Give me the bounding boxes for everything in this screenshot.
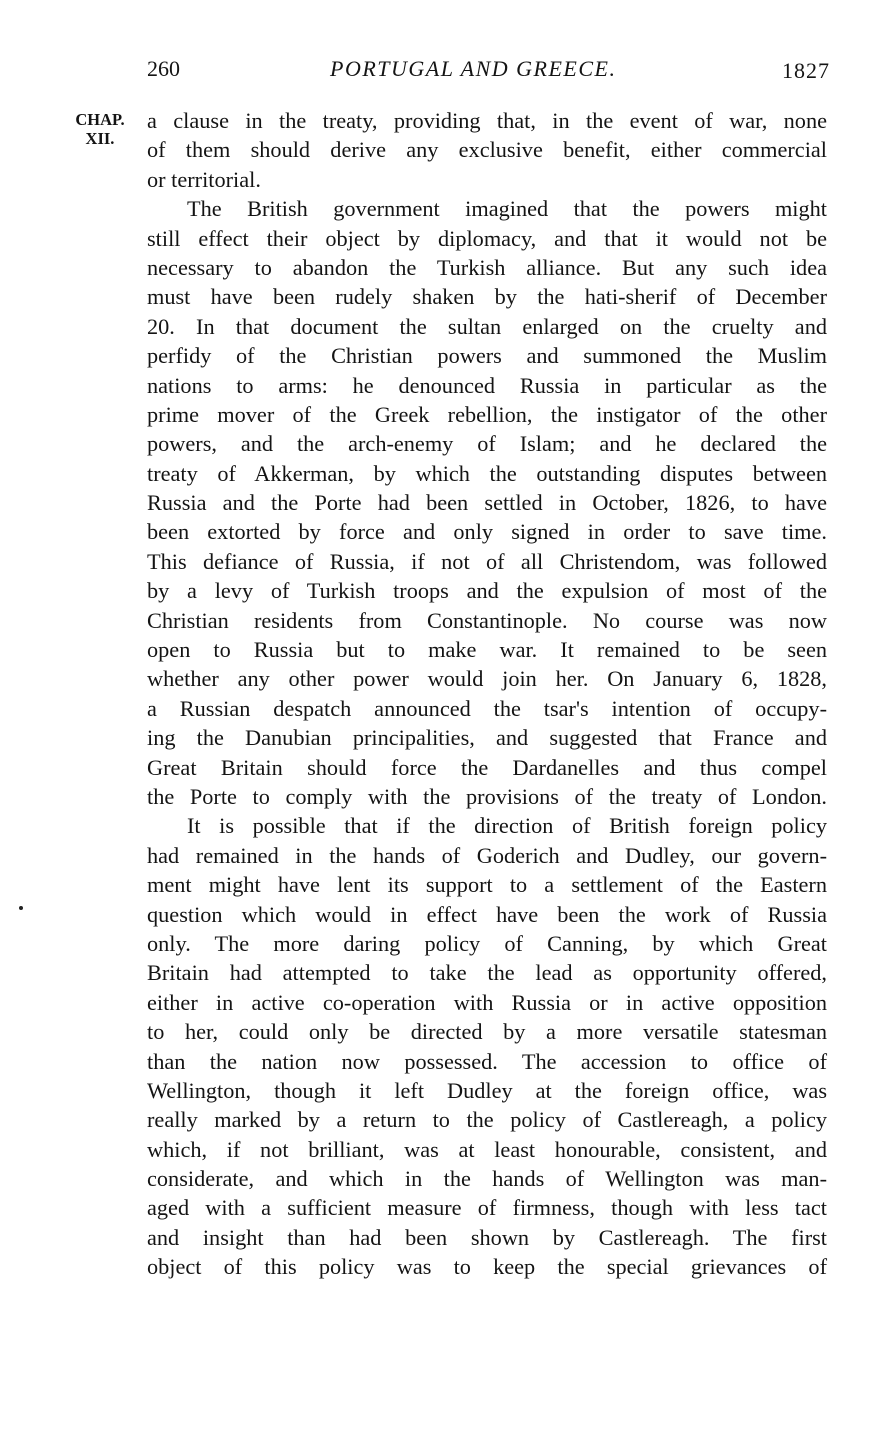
- text-line: treaty of Akkerman, by which the outstanding disputes between: [147, 460, 827, 486]
- chapter-label: CHAP.: [75, 110, 125, 129]
- text-line: question which would in effect have been the work of Russia: [147, 901, 827, 927]
- text-line: by a levy of Turkish troops and the expulsion of most of the: [147, 578, 827, 604]
- chapter-marker: [64, 110, 136, 148]
- text-line: to her, could only be directed by a more versatile statesman: [147, 1019, 827, 1045]
- text-line: ment might have lent its support to a settlement of the Eastern: [147, 872, 827, 898]
- page-number: 260: [147, 56, 180, 81]
- running-year: 1827: [782, 58, 830, 83]
- text-line: ing the Danubian principalities, and suggested that France and: [147, 725, 827, 751]
- text-line: a Russian despatch announced the tsar's intention of occupy-: [147, 695, 827, 721]
- text-line: still effect their object by diplomacy, and that it would not be: [147, 225, 827, 251]
- text-line: This defiance of Russia, if not of all Christendom, was followed: [147, 548, 827, 574]
- text-line: been extorted by force and only signed in order to save time.: [147, 519, 827, 545]
- text-line: aged with a sufficient measure of firmness, though with less tact: [147, 1195, 827, 1221]
- text-line: necessary to abandon the Turkish alliance. But any such idea: [147, 254, 827, 280]
- text-line: and insight than had been shown by Castlereagh. The first: [147, 1224, 827, 1250]
- text-line: which, if not brilliant, was at least honourable, consistent, and: [147, 1136, 827, 1162]
- text-line: really marked by a return to the policy of Castlereagh, a policy: [147, 1107, 827, 1133]
- paragraph-first-line: It is possible that if the direction of British foreign policy: [187, 813, 827, 839]
- text-line: had remained in the hands of Goderich and Dudley, our govern-: [147, 842, 827, 868]
- text-line: Wellington, though it left Dudley at the foreign office, was: [147, 1077, 827, 1103]
- text-line: powers, and the arch-enemy of Islam; and he declared the: [147, 431, 827, 457]
- text-line: considerate, and which in the hands of Wellington was man-: [147, 1166, 827, 1192]
- text-line: than the nation now possessed. The accession to office of: [147, 1048, 827, 1074]
- margin-dot: [19, 906, 23, 910]
- text-line: either in active co-operation with Russia or in active opposition: [147, 989, 827, 1015]
- text-line: perfidy of the Christian powers and summoned the Muslim: [147, 343, 827, 369]
- text-line: of them should derive any exclusive benefit, either commercial: [147, 137, 827, 163]
- text-line: Great Britain should force the Dardanelles and thus compel: [147, 754, 827, 780]
- running-head: [0, 56, 893, 90]
- text-line: only. The more daring policy of Canning, by which Great: [147, 930, 827, 956]
- text-line: Christian residents from Constantinople. No course was now: [147, 607, 827, 633]
- chapter-number: XII.: [85, 129, 115, 148]
- text-line: Russia and the Porte had been settled in October, 1826, to have: [147, 490, 827, 516]
- text-line: Britain had attempted to take the lead as opportunity offered,: [147, 960, 827, 986]
- text-line: a clause in the treaty, providing that, in the event of war, none: [147, 108, 827, 133]
- text-line: must have been rudely shaken by the hati-sherif of December: [147, 284, 827, 310]
- running-title: PORTUGAL AND GREECE.: [330, 56, 617, 81]
- paragraph-end-line: the Porte to comply with the provisions of the treaty of London.: [147, 783, 827, 809]
- text-line: prime mover of the Greek rebellion, the instigator of the other: [147, 401, 827, 427]
- paragraph-end-line: or territorial.: [147, 166, 261, 192]
- text-line: open to Russia but to make war. It remained to be seen: [147, 637, 827, 663]
- text-line: whether any other power would join her. On January 6, 1828,: [147, 666, 827, 692]
- text-line: nations to arms: he denounced Russia in particular as the: [147, 372, 827, 398]
- paragraph-first-line: The British government imagined that the powers might: [187, 196, 827, 222]
- text-line: 20. In that document the sultan enlarged on the cruelty and: [147, 313, 827, 339]
- body-text: [147, 106, 827, 1282]
- text-line: object of this policy was to keep the special grievances of: [147, 1254, 827, 1280]
